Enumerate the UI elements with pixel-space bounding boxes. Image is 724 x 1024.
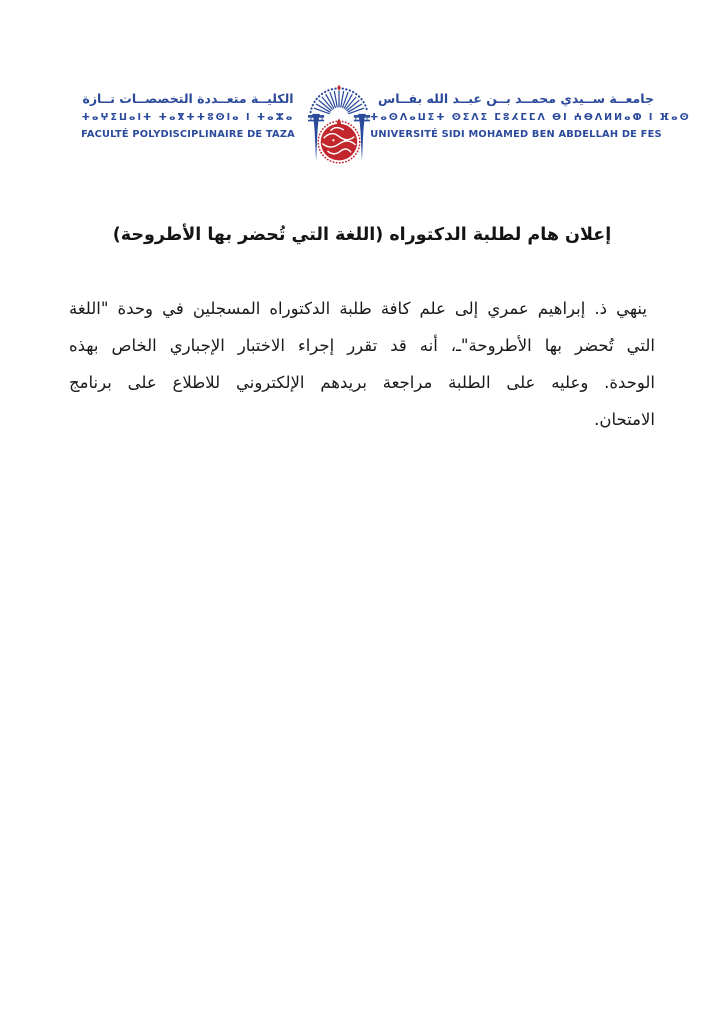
calligraphy-medallion (318, 118, 360, 162)
university-name-arabic: جامعــة ســيدي محمــد بــن عبــد الله بفــاس (378, 91, 654, 106)
body-line-2: التي تُحضر بها الأطروحة"ـ، أنه قد تقرر إجراء الاختبار الإجباري الخاص بهذه (69, 336, 655, 356)
university-name-tifinagh: ⵜⴰⵙⴷⴰⵡⵉⵜ ⵙⵉⴷⵉ ⵎⵓⵃⵎⵎⴷ ⴱⵏ ⵄⴱⴷⵍⵍⴰⵀ ⵏ ⴼⴰⵙ (370, 112, 691, 124)
body-line-4: الامتحان. (594, 410, 655, 430)
letterhead (0, 0, 724, 166)
faculty-name-arabic: الكليــة متعــددة التخصصــات تــازة (82, 91, 294, 106)
body-line-1: ينهي ذ. إبراهيم عمري إلى علم كافة طلبة الدكتوراه المسجلين في وحدة "اللغة (69, 299, 647, 319)
faculty-name-french: FACULTÉ POLYDISCIPLINAIRE DE TAZA (81, 129, 295, 141)
university-name-french: UNIVERSITÉ SIDI MOHAMED BEN ABDELLAH DE FES (370, 129, 662, 141)
faculty-name-tifinagh: ⵜⴰⵖⵉⵡⴰⵏⵜ ⵜⴰⴳⵜⵜⵓⵙⵏⴰ ⵏ ⵜⴰⵣⴰ (81, 112, 295, 124)
announcement-title: إعلان هام لطلبة الدكتوراه (اللغة التي تُحضر بها الأطروحة) (112, 225, 612, 245)
apex-ornament (337, 85, 341, 91)
announcement-section (0, 222, 724, 438)
faculty-identity-block (68, 83, 308, 140)
university-emblem-icon (308, 84, 370, 166)
body-line-3: الوحدة. وعليه على الطلبة مراجعة بريدهم الإلكتروني للاطلاع على برنامج (69, 373, 655, 393)
announcement-body (69, 290, 655, 438)
university-identity-block (370, 83, 691, 141)
